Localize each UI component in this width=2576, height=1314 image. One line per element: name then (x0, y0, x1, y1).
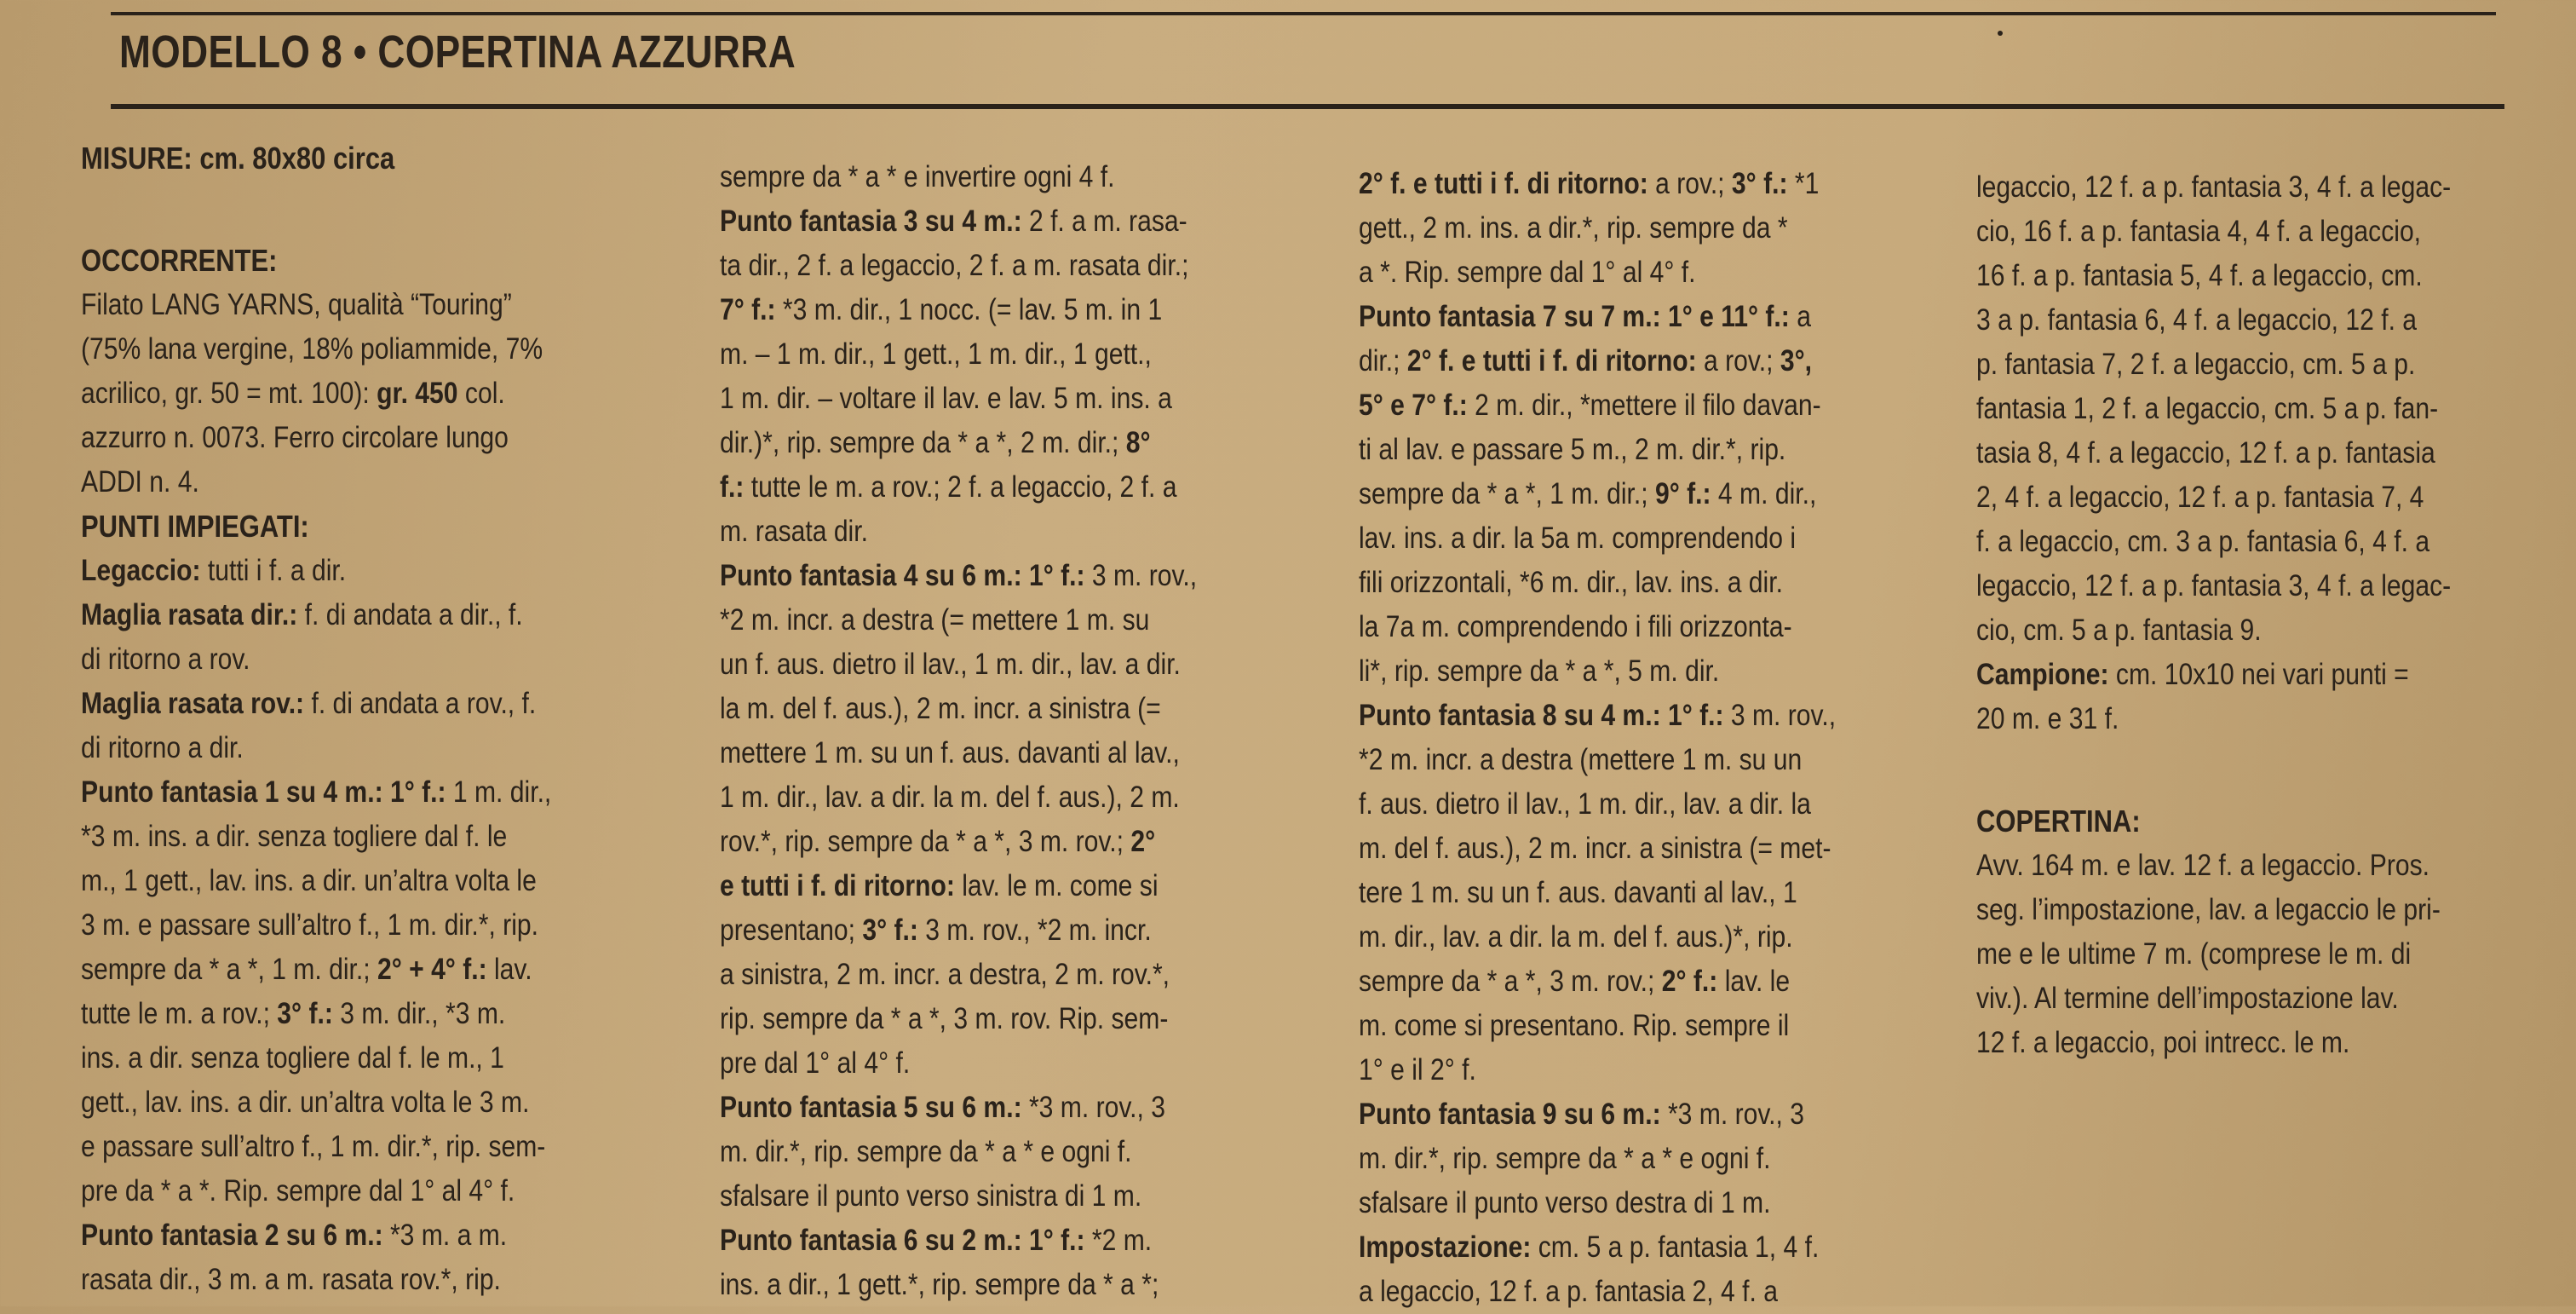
text-line: 16 f. a p. fantasia 5, 4 f. a legaccio, cm. (1976, 259, 2423, 292)
text-line: la m. del f. aus.), 2 m. incr. a sinistra (= (720, 692, 1161, 725)
column-4 (1976, 165, 2555, 1065)
text-line: sempre da * a * e invertire ogni 4 f. (720, 160, 1115, 193)
text-line: legaccio, 12 f. a p. fantasia 3, 4 f. a legac- (1976, 170, 2452, 204)
text-line: sempre da * a *, 3 m. rov.; 2° f.: lav. le (1359, 965, 1791, 998)
text-line: e tutti i f. di ritorno: lav. le m. come si (720, 869, 1159, 902)
text-line: (75% lana vergine, 18% poliammide, 7% (81, 332, 543, 366)
text-line: gett., lav. ins. a dir. un’altra volta le 3 m. (81, 1086, 530, 1119)
text-line: presentano; 3° f.: 3 m. rov., *2 m. incr. (720, 913, 1152, 947)
text-line: m. dir.*, rip. sempre da * a * e ogni f. (1359, 1142, 1771, 1175)
text-line: sempre da * a *, 1 m. dir.; 2° + 4° f.: lav. (81, 953, 532, 986)
text-line: a legaccio, 12 f. a p. fantasia 2, 4 f. a (1359, 1275, 1778, 1308)
text-line: me e le ultime 7 m. (comprese le m. di (1976, 937, 2412, 971)
text-line: Campione: cm. 10x10 nei vari punti = (1976, 658, 2409, 691)
text-line: cio, 16 f. a p. fantasia 4, 4 f. a legaccio, (1976, 215, 2422, 248)
text-line: 7° f.: *3 m. dir., 1 nocc. (= lav. 5 m. in 1 (720, 293, 1163, 326)
text-line: pre da * a *. Rip. sempre dal 1° al 4° f. (81, 1174, 515, 1207)
text-line: mettere 1 m. su un f. aus. davanti al lav., (720, 736, 1180, 769)
text-line: Legaccio: tutti i f. a dir. (81, 554, 347, 587)
text-line: sempre da * a *, 1 m. dir.; 9° f.: 4 m. dir., (1359, 477, 1817, 510)
occorrente-heading: OCCORRENTE: (81, 243, 278, 278)
text-line: Punto fantasia 1 su 4 m.: 1° f.: 1 m. dir., (81, 775, 552, 809)
text-line: li*, rip. sempre da * a *, 5 m. dir. (1359, 654, 1720, 688)
page-title: MODELLO 8 • COPERTINA AZZURRA (119, 26, 796, 78)
column-1 (81, 136, 675, 1302)
text-line: 12 f. a legaccio, poi intrecc. le m. (1976, 1026, 2350, 1059)
text-line: 3 a p. fantasia 6, 4 f. a legaccio, 12 f. a (1976, 303, 2418, 337)
text-line: Filato LANG YARNS, qualità “Touring” (81, 288, 512, 321)
text-line: e passare sull’altro f., 1 m. dir.*, rip. sem- (81, 1130, 546, 1163)
text-line: rov.*, rip. sempre da * a *, 3 m. rov.; 2° (720, 825, 1156, 858)
text-line: Maglia rasata rov.: f. di andata a rov., f. (81, 687, 537, 720)
title-rule (111, 104, 2504, 109)
text-line: di ritorno a dir. (81, 731, 244, 764)
text-line: m. – 1 m. dir., 1 gett., 1 m. dir., 1 gett., (720, 337, 1152, 371)
text-line: m. dir., lav. a dir. la m. del f. aus.)*, rip. (1359, 920, 1793, 954)
text-line: Avv. 164 m. e lav. 12 f. a legaccio. Pros. (1976, 849, 2430, 882)
text-line: Punto fantasia 5 su 6 m.: *3 m. rov., 3 (720, 1091, 1165, 1124)
text-line: viv.). Al termine dell’impostazione lav. (1976, 982, 2399, 1015)
text-line: rip. sempre da * a *, 3 m. rov. Rip. sem- (720, 1002, 1169, 1035)
text-line: Punto fantasia 2 su 6 m.: *3 m. a m. (81, 1219, 508, 1252)
text-line: la 7a m. comprendendo i fili orizzonta- (1359, 610, 1792, 643)
text-line: m., 1 gett., lav. ins. a dir. un’altra volta le (81, 864, 537, 897)
text-line: tutte le m. a rov.; 3° f.: 3 m. dir., *3 m. (81, 997, 506, 1030)
text-line: a sinistra, 2 m. incr. a destra, 2 m. rov.*, (720, 958, 1170, 991)
text-line: sfalsare il punto verso sinistra di 1 m. (720, 1179, 1142, 1213)
text-line: di ritorno a rov. (81, 643, 250, 676)
text-line: rasata dir., 3 m. a m. rasata rov.*, rip. (81, 1263, 501, 1296)
text-line: ta dir., 2 f. a legaccio, 2 f. a m. rasata dir.; (720, 249, 1189, 282)
text-line: Punto fantasia 8 su 4 m.: 1° f.: 3 m. rov., (1359, 699, 1837, 732)
text-line: 1 m. dir. – voltare il lav. e lav. 5 m. ins. a (720, 382, 1172, 415)
text-line: m. come si presentano. Rip. sempre il (1359, 1009, 1790, 1042)
text-line: Impostazione: cm. 5 a p. fantasia 1, 4 f. (1359, 1230, 1820, 1264)
text-line: gett., 2 m. ins. a dir.*, rip. sempre da * (1359, 211, 1788, 245)
text-line: *2 m. incr. a destra (= mettere 1 m. su (720, 603, 1150, 637)
text-line: Maglia rasata dir.: f. di andata a dir., f. (81, 598, 523, 631)
text-line: f. aus. dietro il lav., 1 m. dir., lav. a dir. la (1359, 787, 1811, 821)
print-speck (1998, 31, 2003, 36)
copertina-heading: COPERTINA: (1976, 804, 2141, 839)
text-line: fili orizzontali, *6 m. dir., lav. ins. a dir. (1359, 566, 1783, 599)
text-line: 3 m. e passare sull’altro f., 1 m. dir.*, rip. (81, 908, 538, 942)
text-line: Punto fantasia 6 su 2 m.: 1° f.: *2 m. (720, 1224, 1153, 1257)
text-line: m. dir.*, rip. sempre da * a * e ogni f. (720, 1135, 1132, 1168)
text-line: un f. aus. dietro il lav., 1 m. dir., lav. a dir. (720, 648, 1181, 681)
text-line: cio, cm. 5 a p. fantasia 9. (1976, 614, 2262, 647)
text-line: 1° e il 2° f. (1359, 1053, 1476, 1086)
top-rule (111, 12, 2496, 15)
text-line: a *. Rip. sempre dal 1° al 4° f. (1359, 256, 1696, 289)
text-line: Punto fantasia 9 su 6 m.: *3 m. rov., 3 (1359, 1098, 1804, 1131)
text-line: 2° f. e tutti i f. di ritorno: a rov.; 3° f.: *1 (1359, 167, 1820, 200)
text-line: m. del f. aus.), 2 m. incr. a sinistra (= met- (1359, 832, 1831, 865)
text-line: tere 1 m. su un f. aus. davanti al lav., 1 (1359, 876, 1797, 909)
text-line: m. rasata dir. (720, 515, 868, 548)
text-line: ti al lav. e passare 5 m., 2 m. dir.*, rip. (1359, 433, 1786, 466)
text-line: p. fantasia 7, 2 f. a legaccio, cm. 5 a p. (1976, 348, 2416, 381)
text-line: f.: tutte le m. a rov.; 2 f. a legaccio, 2 f. a (720, 470, 1177, 504)
misure-line: MISURE: cm. 80x80 circa (81, 141, 395, 176)
text-line: lav. ins. a dir. la 5a m. comprendendo i (1359, 522, 1797, 555)
text-line: *3 m. ins. a dir. senza togliere dal f. le (81, 820, 508, 853)
text-line: Punto fantasia 3 su 4 m.: 2 f. a m. rasa- (720, 205, 1187, 238)
text-line: 1 m. dir., lav. a dir. la m. del f. aus.), 2 m. (720, 781, 1180, 814)
text-line: Punto fantasia 7 su 7 m.: 1° e 11° f.: a (1359, 300, 1811, 333)
text-line: dir.)*, rip. sempre da * a *, 2 m. dir.; 8° (720, 426, 1151, 459)
text-line: f. a legaccio, cm. 3 a p. fantasia 6, 4 f. a (1976, 525, 2430, 558)
text-line: *2 m. incr. a destra (mettere 1 m. su un (1359, 743, 1803, 776)
text-line: dir.; 2° f. e tutti i f. di ritorno: a rov.; 3°, (1359, 344, 1812, 377)
text-line: fantasia 1, 2 f. a legaccio, cm. 5 a p. fan- (1976, 392, 2439, 425)
text-line: sfalsare il punto verso destra di 1 m. (1359, 1186, 1771, 1219)
column-3 (1359, 162, 1937, 1314)
text-line: legaccio, 12 f. a p. fantasia 3, 4 f. a legac- (1976, 569, 2452, 602)
text-line: ins. a dir., 1 gett.*, rip. sempre da * a *; (720, 1268, 1159, 1301)
text-line: azzurro n. 0073. Ferro circolare lungo (81, 421, 509, 454)
text-line: acrilico, gr. 50 = mt. 100): gr. 450 col. (81, 377, 505, 410)
text-line: seg. l’impostazione, lav. a legaccio le pri- (1976, 893, 2441, 926)
text-line: 5° e 7° f.: 2 m. dir., *mettere il filo davan- (1359, 389, 1821, 422)
text-line: 20 m. e 31 f. (1976, 702, 2119, 735)
text-line: ADDI n. 4. (81, 465, 199, 499)
text-line: tasia 8, 4 f. a legaccio, 12 f. a p. fantasia (1976, 436, 2435, 470)
text-line: ins. a dir. senza togliere dal f. le m., 1 (81, 1041, 504, 1075)
text-line: pre dal 1° al 4° f. (720, 1046, 911, 1080)
column-2 (720, 155, 1306, 1307)
text-line: Punto fantasia 4 su 6 m.: 1° f.: 3 m. rov., (720, 559, 1198, 592)
text-line: 2, 4 f. a legaccio, 12 f. a p. fantasia 7, 4 (1976, 481, 2424, 514)
punti-heading: PUNTI IMPIEGATI: (81, 509, 309, 544)
